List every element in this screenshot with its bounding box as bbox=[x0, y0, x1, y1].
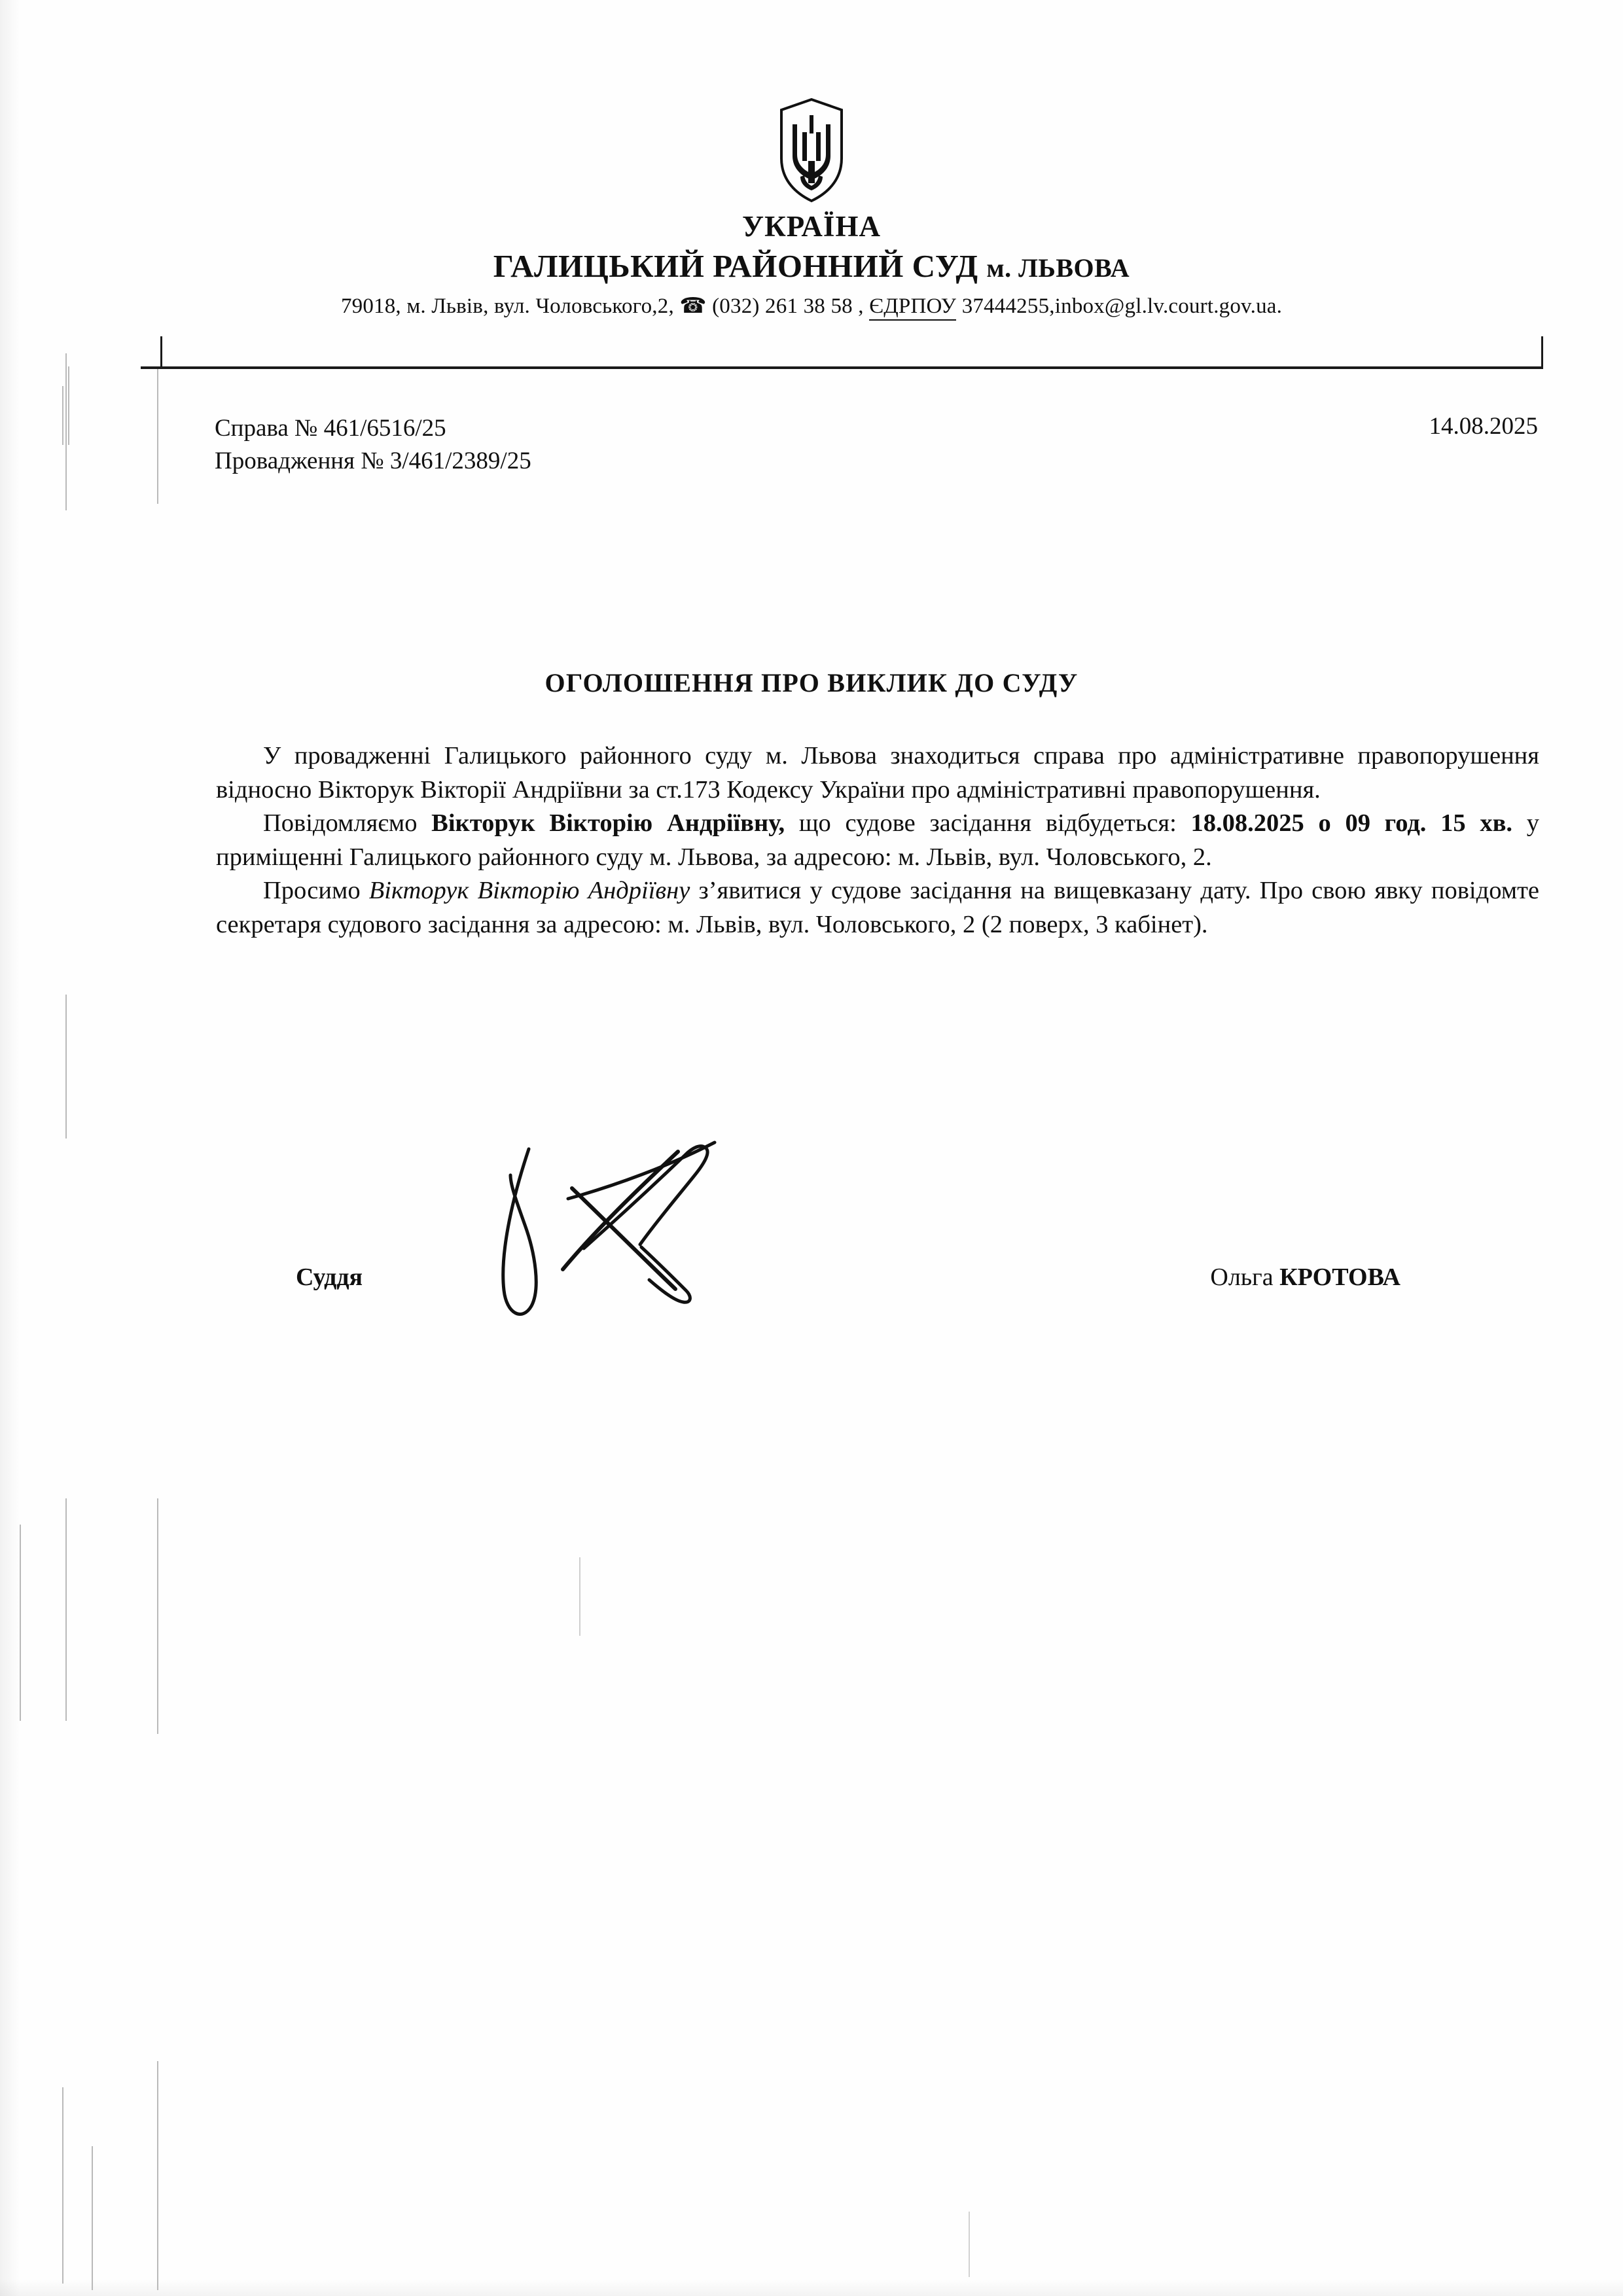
signer-given-name: Ольга bbox=[1210, 1263, 1280, 1291]
case-meta bbox=[215, 412, 531, 478]
scan-hairline bbox=[157, 366, 158, 504]
proceeding-number: Провадження № 3/461/2389/25 bbox=[215, 447, 531, 474]
scan-hairline bbox=[969, 2212, 970, 2277]
scan-hairline bbox=[62, 2087, 63, 2284]
paragraph-3-tail: з’явитися у судове засідання на вищевказану дату. Про свою явку повідомте секретаря судового засідання за адресою: м. Львів, вул. Чоловського, 2 (2 поверх, 3 кабінет). bbox=[216, 877, 1539, 938]
scan-hairline bbox=[68, 366, 69, 445]
court-contacts bbox=[0, 292, 1623, 319]
edrpou-value: 37444255, bbox=[961, 294, 1055, 318]
requested-person-name: Вікторук Вікторію Андріївну bbox=[368, 877, 690, 905]
scan-hairline bbox=[157, 1498, 158, 1734]
scan-edge-artifact bbox=[0, 0, 20, 2296]
handwritten-signature bbox=[484, 1125, 825, 1341]
document-date: 14.08.2025 bbox=[1429, 413, 1538, 440]
scan-hairline bbox=[65, 353, 67, 510]
paragraph-3-lead: Просимо bbox=[263, 877, 369, 905]
paragraph-2-tail: у приміщенні Галицького районного суду м. Львова, за адресою: м. Львів, вул. Чоловського, 2. bbox=[216, 809, 1539, 871]
case-number: Справа № 461/6516/25 bbox=[215, 415, 446, 442]
signer-surname: КРОТОВА bbox=[1279, 1263, 1400, 1291]
scan-hairline bbox=[65, 995, 67, 1139]
page-title: ОГОЛОШЕННЯ ПРО ВИКЛИК ДО СУДУ bbox=[544, 668, 1079, 698]
court-name-city: м. ЛЬВОВА bbox=[986, 253, 1130, 283]
paragraph-3 bbox=[216, 874, 1539, 942]
scan-hairline bbox=[92, 2146, 93, 2290]
paragraph-2 bbox=[216, 807, 1539, 874]
signer-name bbox=[1210, 1263, 1400, 1292]
country-name: УКРАЇНА bbox=[742, 210, 881, 243]
court-name bbox=[0, 247, 1623, 285]
document-body bbox=[216, 739, 1539, 942]
scan-hairline bbox=[579, 1557, 580, 1636]
paragraph-1-text: У провадженні Галицького районного суду м. Львова знаходиться справа про адміністративне правопорушення відносно Вікторук Вікторії Андріївни за ст.173 Кодексу України про адміністративні правопорушення. bbox=[216, 742, 1539, 804]
header-rule-tick-right bbox=[1541, 336, 1543, 366]
ukraine-trident-emblem-icon bbox=[776, 98, 847, 203]
scan-edge-artifact-bottom bbox=[0, 2279, 1623, 2296]
edrpou-label: ЄДРПОУ bbox=[869, 294, 956, 321]
scan-hairline bbox=[20, 1525, 21, 1721]
document-header bbox=[0, 98, 1623, 319]
paragraph-2-mid: що судове засідання відбудеться: bbox=[785, 809, 1191, 838]
header-rule-tick-left bbox=[160, 336, 162, 366]
signer-role: Суддя bbox=[296, 1263, 363, 1291]
telephone-icon: ☎ bbox=[679, 294, 707, 318]
paragraph-2-lead: Повідомляємо bbox=[263, 809, 432, 838]
header-divider bbox=[141, 366, 1543, 369]
scan-hairline bbox=[62, 386, 63, 445]
court-address: 79018, м. Львів, вул. Чоловського,2, bbox=[340, 294, 674, 318]
hearing-datetime: 18.08.2025 о 09 год. 15 хв. bbox=[1190, 809, 1513, 838]
court-name-main: ГАЛИЦЬКИЙ РАЙОННИЙ СУД bbox=[493, 248, 978, 284]
court-email: inbox@gl.lv.court.gov.ua. bbox=[1054, 294, 1283, 318]
paragraph-1 bbox=[216, 739, 1539, 807]
summoned-person-name: Вікторук Вікторію Андріївну, bbox=[431, 809, 785, 838]
court-phone: (032) 261 38 58 , bbox=[712, 294, 864, 318]
scan-hairline bbox=[157, 2061, 158, 2290]
scan-hairline bbox=[65, 1498, 67, 1721]
